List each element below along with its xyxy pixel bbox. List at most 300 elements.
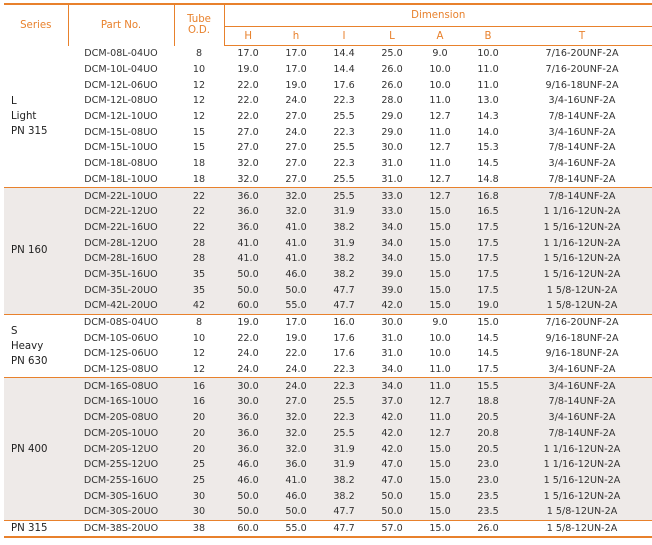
dimension-spec-table (4, 3, 652, 538)
table-row (4, 267, 652, 283)
dim-L-cell: 29.0 (381, 111, 403, 123)
dim-L-cell: 47.0 (368, 473, 416, 489)
dim-B-cell: 15.5 (464, 378, 512, 394)
dim-h-cell: 46.0 (272, 488, 320, 504)
dim-B-cell: 11.0 (477, 64, 499, 76)
table-row (4, 394, 652, 410)
table-row (4, 330, 652, 346)
tube-od-cell: 22 (174, 220, 224, 236)
dim-H-cell: 46.0 (224, 457, 272, 473)
thread-T-cell: 9/16-18UNF-2A (545, 79, 619, 91)
thread-T-cell: 7/8-14UNF-2A (512, 188, 652, 204)
dim-H-cell: 36.0 (224, 204, 272, 220)
table-row (4, 93, 652, 109)
dim-H-cell: 36.0 (224, 441, 272, 457)
series-cell (4, 188, 68, 315)
dim-h-cell: 41.0 (272, 220, 320, 236)
tube-od-cell: 20 (174, 441, 224, 457)
dim-I-cell: 38.2 (320, 488, 368, 504)
dim-h-cell: 41.0 (272, 251, 320, 267)
tube-od-cell: 10 (192, 332, 206, 344)
dim-L-cell: 33.0 (368, 204, 416, 220)
header-col-L: L (368, 27, 416, 46)
dim-H-cell: 50.0 (224, 267, 272, 283)
dim-L-cell: 42.0 (368, 298, 416, 314)
dim-H-cell: 36.0 (224, 410, 272, 426)
dim-A-cell: 11.0 (429, 158, 451, 170)
thread-T-cell: 7/8-14UNF-2A (548, 142, 616, 154)
dim-A-cell: 15.0 (416, 220, 464, 236)
series-cell (4, 378, 68, 520)
tube-od-cell: 25 (174, 457, 224, 473)
tube-od-cell: 15 (192, 126, 206, 138)
dim-I-cell: 14.4 (333, 48, 355, 60)
table-body (4, 46, 652, 538)
thread-T-cell: 1 5/8-12UN-2A (512, 520, 652, 537)
dim-B-cell: 20.5 (464, 441, 512, 457)
dim-I-cell: 38.2 (320, 267, 368, 283)
tube-od-cell: 22 (174, 188, 224, 204)
tube-od-cell: 12 (192, 79, 206, 91)
tube-od-cell: 22 (174, 204, 224, 220)
table-row (4, 473, 652, 489)
table-row (4, 520, 652, 537)
thread-T-cell: 1 5/16-12UN-2A (512, 473, 652, 489)
header-series: Series (4, 4, 68, 46)
part-no-cell: DCM-22L-10UO (68, 188, 174, 204)
dim-h-cell: 41.0 (272, 473, 320, 489)
dim-L-cell: 26.0 (381, 64, 403, 76)
dim-I-cell: 25.5 (333, 173, 355, 185)
dim-B-cell: 14.3 (477, 111, 499, 123)
dim-h-cell: 27.0 (285, 173, 307, 185)
dim-B-cell: 18.8 (464, 394, 512, 410)
series-label-line: PN 630 (11, 355, 48, 367)
thread-T-cell: 1 5/16-12UN-2A (512, 220, 652, 236)
header-tube-line1: Tube (187, 14, 211, 26)
dim-A-cell: 15.0 (416, 298, 464, 314)
header-tube-line2: O.D. (188, 25, 210, 37)
dim-A-cell: 15.0 (416, 473, 464, 489)
thread-T-cell: 7/8-14UNF-2A (512, 426, 652, 442)
dim-h-cell: 24.0 (285, 126, 307, 138)
thread-T-cell: 1 1/16-12UN-2A (512, 235, 652, 251)
table-row (4, 378, 652, 394)
dim-I-cell: 16.0 (320, 314, 368, 330)
tube-od-cell: 28 (174, 251, 224, 267)
dim-h-cell: 17.0 (285, 64, 307, 76)
dim-I-cell: 25.5 (333, 142, 355, 154)
dim-B-cell: 14.8 (477, 173, 499, 185)
dim-A-cell: 15.0 (416, 267, 464, 283)
thread-T-cell: 7/16-20UNF-2A (545, 64, 619, 76)
table-row (4, 251, 652, 267)
thread-T-cell: 3/4-16UNF-2A (512, 378, 652, 394)
dim-B-cell: 13.0 (477, 95, 499, 107)
table-row (4, 109, 652, 125)
table-row (4, 346, 652, 362)
dim-L-cell: 42.0 (368, 426, 416, 442)
dim-L-cell: 34.0 (368, 251, 416, 267)
tube-od-cell: 12 (192, 95, 206, 107)
dim-I-cell: 47.7 (320, 282, 368, 298)
table-row (4, 282, 652, 298)
part-no-cell: DCM-20S-10UO (68, 426, 174, 442)
thread-T-cell: 3/4-16UNF-2A (548, 126, 616, 138)
dim-A-cell: 11.0 (429, 364, 451, 376)
header-col-T: T (512, 27, 652, 46)
table-row (4, 140, 652, 156)
dim-H-cell: 46.0 (224, 473, 272, 489)
thread-T-cell: 1 5/8-12UN-2A (512, 504, 652, 520)
dim-H-cell: 24.0 (237, 348, 259, 360)
header-tube-od (174, 4, 224, 46)
tube-od-cell: 8 (195, 48, 203, 60)
dim-H-cell: 22.0 (237, 95, 259, 107)
part-no-cell: DCM-35L-20UO (68, 282, 174, 298)
dim-B-cell: 15.0 (464, 314, 512, 330)
dim-A-cell: 10.0 (429, 348, 451, 360)
header-col-I: I (320, 27, 368, 46)
dim-h-cell: 36.0 (272, 457, 320, 473)
dim-H-cell: 22.0 (237, 79, 259, 91)
dim-B-cell: 23.0 (464, 457, 512, 473)
part-no-cell: DCM-15L-10UO (84, 142, 158, 154)
tube-od-cell: 10 (192, 64, 206, 76)
table-row (4, 235, 652, 251)
thread-T-cell: 9/16-18UNF-2A (545, 332, 619, 344)
table-row (4, 46, 652, 62)
dim-I-cell: 22.3 (320, 378, 368, 394)
table-row (4, 172, 652, 188)
dim-h-cell: 32.0 (272, 410, 320, 426)
dim-B-cell: 20.5 (464, 410, 512, 426)
dim-A-cell: 15.0 (416, 282, 464, 298)
tube-od-cell: 35 (174, 282, 224, 298)
thread-T-cell: 1 5/8-12UN-2A (512, 282, 652, 298)
dim-I-cell: 22.3 (320, 410, 368, 426)
dim-H-cell: 41.0 (224, 251, 272, 267)
thread-T-cell: 7/16-20UNF-2A (545, 48, 619, 60)
thread-T-cell: 1 5/16-12UN-2A (512, 251, 652, 267)
table-row (4, 124, 652, 140)
dim-B-cell: 14.5 (477, 332, 499, 344)
series-cell (4, 520, 68, 537)
dim-H-cell: 41.0 (224, 235, 272, 251)
dim-I-cell: 38.2 (320, 220, 368, 236)
part-no-cell: DCM-16S-08UO (68, 378, 174, 394)
thread-T-cell: 3/4-16UNF-2A (512, 410, 652, 426)
part-no-cell: DCM-16S-10UO (68, 394, 174, 410)
part-no-cell: DCM-10L-04UO (84, 64, 158, 76)
dim-L-cell: 31.0 (381, 158, 403, 170)
dim-h-cell: 46.0 (272, 267, 320, 283)
dim-I-cell: 25.5 (320, 394, 368, 410)
series-label-line: PN 315 (11, 522, 48, 534)
dim-B-cell: 23.0 (464, 473, 512, 489)
dim-B-cell: 16.8 (464, 188, 512, 204)
dim-B-cell: 11.0 (477, 79, 499, 91)
dim-B-cell: 17.5 (464, 220, 512, 236)
dim-I-cell: 22.3 (333, 158, 355, 170)
part-no-cell: DCM-22L-16UO (68, 220, 174, 236)
dim-A-cell: 15.0 (416, 488, 464, 504)
dim-h-cell: 32.0 (272, 204, 320, 220)
dim-h-cell: 27.0 (285, 158, 307, 170)
dim-A-cell: 11.0 (416, 378, 464, 394)
dim-A-cell: 15.0 (416, 235, 464, 251)
dim-B-cell: 23.5 (464, 504, 512, 520)
dim-B-cell: 15.3 (477, 142, 499, 154)
dim-I-cell: 47.7 (320, 520, 368, 537)
series-label-line: PN 400 (11, 443, 48, 455)
dim-L-cell: 34.0 (381, 364, 403, 376)
dim-L-cell: 31.0 (381, 332, 403, 344)
part-no-cell: DCM-25S-12UO (68, 457, 174, 473)
dim-A-cell: 11.0 (416, 410, 464, 426)
dim-B-cell: 16.5 (464, 204, 512, 220)
dim-L-cell: 47.0 (368, 457, 416, 473)
series-cell (4, 314, 68, 378)
dim-I-cell: 38.2 (320, 251, 368, 267)
dim-L-cell: 31.0 (381, 173, 403, 185)
dim-H-cell: 27.0 (237, 126, 259, 138)
part-no-cell: DCM-28L-12UO (68, 235, 174, 251)
thread-T-cell: 1 1/16-12UN-2A (512, 457, 652, 473)
dim-H-cell: 27.0 (237, 142, 259, 154)
thread-T-cell: 3/4-16UNF-2A (548, 95, 616, 107)
tube-od-cell: 20 (174, 426, 224, 442)
dim-A-cell: 12.7 (429, 173, 451, 185)
part-no-cell: DCM-22L-12UO (68, 204, 174, 220)
dim-A-cell: 10.0 (429, 79, 451, 91)
dim-L-cell: 39.0 (368, 267, 416, 283)
dim-B-cell: 14.0 (477, 126, 499, 138)
part-no-cell: DCM-12L-10UO (84, 111, 158, 123)
table-row (4, 457, 652, 473)
series-label-line: L (11, 95, 17, 107)
dim-I-cell: 31.9 (320, 441, 368, 457)
dim-B-cell: 23.5 (464, 488, 512, 504)
thread-T-cell: 7/8-14UNF-2A (548, 173, 616, 185)
dim-L-cell: 26.0 (381, 79, 403, 91)
dim-A-cell: 10.0 (429, 64, 451, 76)
dim-A-cell: 12.7 (416, 394, 464, 410)
dim-I-cell: 17.6 (333, 348, 355, 360)
dim-I-cell: 38.2 (320, 473, 368, 489)
tube-od-cell: 16 (174, 378, 224, 394)
dim-A-cell: 10.0 (429, 332, 451, 344)
table-row (4, 298, 652, 314)
part-no-cell: DCM-20S-08UO (68, 410, 174, 426)
spec-table-container (4, 3, 621, 538)
thread-T-cell: 1 1/16-12UN-2A (512, 441, 652, 457)
dim-B-cell: 10.0 (477, 48, 499, 60)
dim-h-cell: 50.0 (272, 282, 320, 298)
dim-I-cell: 25.5 (333, 111, 355, 123)
thread-T-cell: 1 5/16-12UN-2A (512, 267, 652, 283)
dim-H-cell: 36.0 (224, 220, 272, 236)
part-no-cell: DCM-30S-20UO (68, 504, 174, 520)
tube-od-cell: 18 (192, 158, 206, 170)
dim-A-cell: 12.7 (429, 142, 451, 154)
part-no-cell: DCM-38S-20UO (68, 520, 174, 537)
tube-od-cell: 12 (192, 348, 206, 360)
dim-B-cell: 17.5 (464, 282, 512, 298)
tube-od-cell: 12 (192, 111, 206, 123)
dim-h-cell: 27.0 (285, 111, 307, 123)
dim-B-cell: 14.5 (477, 158, 499, 170)
dim-L-cell: 30.0 (368, 314, 416, 330)
dim-A-cell: 15.0 (416, 204, 464, 220)
part-no-cell: DCM-30S-16UO (68, 488, 174, 504)
dim-A-cell: 15.0 (416, 251, 464, 267)
part-no-cell: DCM-12S-08UO (83, 364, 159, 376)
thread-T-cell: 7/8-14UNF-2A (512, 394, 652, 410)
dim-H-cell: 50.0 (224, 488, 272, 504)
dim-I-cell: 17.6 (333, 332, 355, 344)
table-row (4, 62, 652, 78)
part-no-cell: DCM-12L-06UO (84, 79, 158, 91)
dim-h-cell: 19.0 (285, 332, 307, 344)
dim-h-cell: 24.0 (285, 95, 307, 107)
dim-h-cell: 55.0 (272, 520, 320, 537)
dim-I-cell: 14.4 (333, 64, 355, 76)
dim-h-cell: 27.0 (272, 394, 320, 410)
table-row (4, 156, 652, 172)
dim-h-cell: 50.0 (272, 504, 320, 520)
dim-L-cell: 42.0 (368, 410, 416, 426)
table-row (4, 504, 652, 520)
series-cell (4, 46, 68, 188)
dim-H-cell: 60.0 (224, 298, 272, 314)
tube-od-cell: 42 (174, 298, 224, 314)
series-label-line: Light (11, 110, 37, 122)
table-header (4, 4, 652, 46)
dim-A-cell: 12.7 (416, 426, 464, 442)
dim-h-cell: 41.0 (272, 235, 320, 251)
dim-H-cell: 32.0 (237, 158, 259, 170)
part-no-cell: DCM-08L-04UO (84, 48, 158, 60)
dim-H-cell: 50.0 (224, 504, 272, 520)
header-col-H: H (224, 27, 272, 46)
tube-od-cell: 15 (192, 142, 206, 154)
part-no-cell: DCM-20S-12UO (68, 441, 174, 457)
dim-A-cell: 12.7 (416, 188, 464, 204)
table-row (4, 204, 652, 220)
dim-A-cell: 12.7 (429, 111, 451, 123)
dim-B-cell: 19.0 (464, 298, 512, 314)
dim-L-cell: 28.0 (381, 95, 403, 107)
dim-h-cell: 32.0 (272, 188, 320, 204)
part-no-cell: DCM-12L-08UO (84, 95, 158, 107)
dim-B-cell: 17.5 (477, 364, 499, 376)
dim-I-cell: 22.3 (333, 126, 355, 138)
header-col-A: A (416, 27, 464, 46)
tube-od-cell: 12 (192, 364, 206, 376)
dim-B-cell: 20.8 (464, 426, 512, 442)
dim-h-cell: 17.0 (272, 314, 320, 330)
part-no-cell: DCM-28L-16UO (68, 251, 174, 267)
dim-h-cell: 22.0 (285, 348, 307, 360)
dim-B-cell: 17.5 (464, 267, 512, 283)
dim-h-cell: 32.0 (272, 441, 320, 457)
dim-H-cell: 36.0 (224, 426, 272, 442)
dim-L-cell: 34.0 (368, 235, 416, 251)
dim-L-cell: 57.0 (368, 520, 416, 537)
dim-H-cell: 22.0 (237, 332, 259, 344)
part-no-cell: DCM-18L-10UO (84, 173, 158, 185)
part-no-cell: DCM-25S-16UO (68, 473, 174, 489)
series-label-line: S (11, 325, 18, 337)
dim-h-cell: 27.0 (285, 142, 307, 154)
dim-I-cell: 47.7 (320, 298, 368, 314)
dim-h-cell: 24.0 (285, 364, 307, 376)
dim-H-cell: 19.0 (224, 314, 272, 330)
dim-H-cell: 60.0 (224, 520, 272, 537)
dim-h-cell: 17.0 (285, 48, 307, 60)
dim-L-cell: 29.0 (381, 126, 403, 138)
dim-B-cell: 17.5 (464, 235, 512, 251)
table-row (4, 220, 652, 236)
dim-h-cell: 19.0 (285, 79, 307, 91)
dim-L-cell: 31.0 (381, 348, 403, 360)
dim-A-cell: 9.0 (416, 314, 464, 330)
series-label-line: Heavy (11, 340, 44, 352)
dim-L-cell: 50.0 (368, 488, 416, 504)
header-col-B: B (464, 27, 512, 46)
dim-I-cell: 17.6 (333, 79, 355, 91)
tube-od-cell: 8 (174, 314, 224, 330)
tube-od-cell: 30 (174, 504, 224, 520)
dim-A-cell: 15.0 (416, 504, 464, 520)
dim-H-cell: 22.0 (237, 111, 259, 123)
series-label-line: PN 315 (11, 125, 48, 137)
dim-A-cell: 9.0 (432, 48, 448, 60)
part-no-cell: DCM-12S-06UO (83, 348, 159, 360)
part-no-cell: DCM-42L-20UO (68, 298, 174, 314)
thread-T-cell: 1 5/8-12UN-2A (512, 298, 652, 314)
table-row (4, 426, 652, 442)
table-row (4, 314, 652, 330)
header-part-no: Part No. (68, 4, 174, 46)
dim-L-cell: 39.0 (368, 282, 416, 298)
dim-I-cell: 25.5 (320, 188, 368, 204)
tube-od-cell: 25 (174, 473, 224, 489)
dim-H-cell: 50.0 (224, 282, 272, 298)
series-label-line: PN 160 (11, 245, 48, 257)
dim-L-cell: 37.0 (368, 394, 416, 410)
dim-H-cell: 36.0 (224, 188, 272, 204)
dim-I-cell: 31.9 (320, 204, 368, 220)
dim-L-cell: 42.0 (368, 441, 416, 457)
part-no-cell: DCM-18L-08UO (84, 158, 158, 170)
dim-L-cell: 50.0 (368, 504, 416, 520)
thread-T-cell: 1 1/16-12UN-2A (512, 204, 652, 220)
tube-od-cell: 28 (174, 235, 224, 251)
part-no-cell: DCM-35L-16UO (68, 267, 174, 283)
thread-T-cell: 7/16-20UNF-2A (512, 314, 652, 330)
thread-T-cell: 1 5/16-12UN-2A (512, 488, 652, 504)
header-col-h: h (272, 27, 320, 46)
dim-L-cell: 33.0 (368, 188, 416, 204)
thread-T-cell: 9/16-18UNF-2A (545, 348, 619, 360)
table-row (4, 188, 652, 204)
dim-A-cell: 11.0 (429, 126, 451, 138)
table-row (4, 362, 652, 378)
tube-od-cell: 38 (174, 520, 224, 537)
part-no-cell: DCM-08S-04UO (68, 314, 174, 330)
